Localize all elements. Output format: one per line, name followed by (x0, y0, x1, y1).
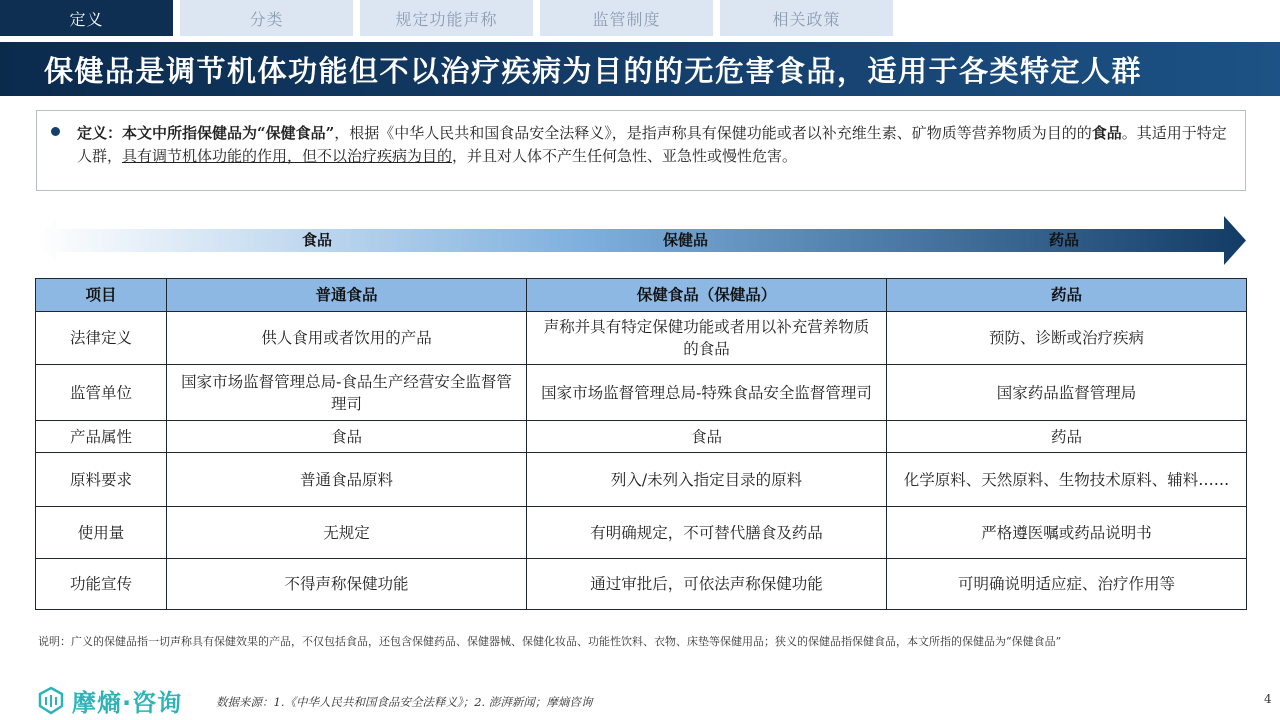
definition-lead: 定义：本文中所指保健品为“保健食品” (77, 124, 335, 142)
definition-part3: ，并且对人体不产生任何急性、亚急性或慢性危害。 (452, 147, 798, 165)
table-cell: 功能宣传 (36, 559, 167, 610)
table-row (36, 365, 1247, 421)
table-cell: 普通食品原料 (167, 453, 527, 507)
page-number: 4 (1264, 692, 1272, 706)
tab-definition[interactable]: 定义 (0, 0, 173, 36)
table-cell: 国家市场监督管理总局-特殊食品安全监督管理司 (527, 365, 887, 421)
tab-regulation[interactable]: 监管制度 (540, 0, 713, 36)
table-row (36, 559, 1247, 610)
comparison-table (35, 278, 1247, 610)
table-row (36, 421, 1247, 453)
header-item: 项目 (36, 279, 167, 312)
table-cell: 不得声称保健功能 (167, 559, 527, 610)
logo-icon (36, 686, 66, 716)
section-tabs (0, 0, 893, 36)
definition-box (36, 110, 1246, 191)
arrow-label-food: 食品 (302, 231, 333, 249)
table-row (36, 312, 1247, 365)
table-cell: 药品 (887, 421, 1247, 453)
table-cell: 产品属性 (36, 421, 167, 453)
table-cell: 食品 (527, 421, 887, 453)
footnote: 说明：广义的保健品指一切声称具有保健效果的产品，不仅包括食品，还包含保健药品、保健器械、保健化妆品、功能性饮料、衣物、床垫等保健用品；狭义的保健品指保健食品，本文所指的保健品为“保健食品” (38, 635, 1062, 648)
table-cell: 国家药品监督管理局 (887, 365, 1247, 421)
table-cell: 使用量 (36, 507, 167, 559)
table-cell: 通过审批后，可依法声称保健功能 (527, 559, 887, 610)
tab-policies[interactable]: 相关政策 (720, 0, 893, 36)
table-cell: 原料要求 (36, 453, 167, 507)
data-source: 数据来源：1.《中华人民共和国食品安全法释义》；2. 澎湃新闻；摩熵咨询 (216, 695, 593, 709)
table-cell: 有明确规定，不可替代膳食及药品 (527, 507, 887, 559)
table-cell: 无规定 (167, 507, 527, 559)
table-cell: 供人食用或者饮用的产品 (167, 312, 527, 365)
spectrum-arrow (36, 216, 1246, 265)
table-header-row (36, 279, 1247, 312)
definition-part1: ，根据《中华人民共和国食品安全法释义》，是指声称具有保健功能或者以补充维生素、矿物质等营养物质为目的的 (334, 124, 1092, 142)
footer (0, 676, 1280, 720)
arrow-label-health-product: 保健品 (663, 231, 709, 249)
header-health-food: 保健食品（保健品） (527, 279, 887, 312)
table-cell: 声称并具有特定保健功能或者用以补充营养物质的食品 (527, 312, 887, 365)
bullet-icon (51, 127, 60, 136)
definition-underlined: 具有调节机体功能的作用，但不以治疗疾病为目的 (122, 147, 453, 165)
table-cell: 严格遵医嘱或药品说明书 (887, 507, 1247, 559)
definition-text (77, 122, 1231, 168)
table-cell: 国家市场监督管理总局-食品生产经营安全监督管理司 (167, 365, 527, 421)
page-title: 保健品是调节机体功能但不以治疗疾病为目的的无危害食品，适用于各类特定人群 (44, 53, 1143, 88)
table-cell: 化学原料、天然原料、生物技术原料、辅料…… (887, 453, 1247, 507)
definition-part2: 。其适用于特定人群， (77, 124, 1227, 165)
table-cell: 列入/未列入指定目录的原料 (527, 453, 887, 507)
tab-function-claims[interactable]: 规定功能声称 (360, 0, 533, 36)
table-cell: 预防、诊断或治疗疾病 (887, 312, 1247, 365)
definition-food: 食品 (1091, 124, 1122, 142)
header-ordinary-food: 普通食品 (167, 279, 527, 312)
header-drug: 药品 (887, 279, 1247, 312)
arrow-label-drug: 药品 (1049, 231, 1080, 249)
table-row (36, 507, 1247, 559)
tab-classification[interactable]: 分类 (180, 0, 353, 36)
table-cell: 食品 (167, 421, 527, 453)
table-cell: 可明确说明适应症、治疗作用等 (887, 559, 1247, 610)
logo-text: 摩熵·咨询 (72, 689, 183, 717)
table-row (36, 453, 1247, 507)
brand-logo (36, 683, 182, 718)
title-bar (0, 42, 1280, 96)
table-cell: 监管单位 (36, 365, 167, 421)
table-cell: 法律定义 (36, 312, 167, 365)
